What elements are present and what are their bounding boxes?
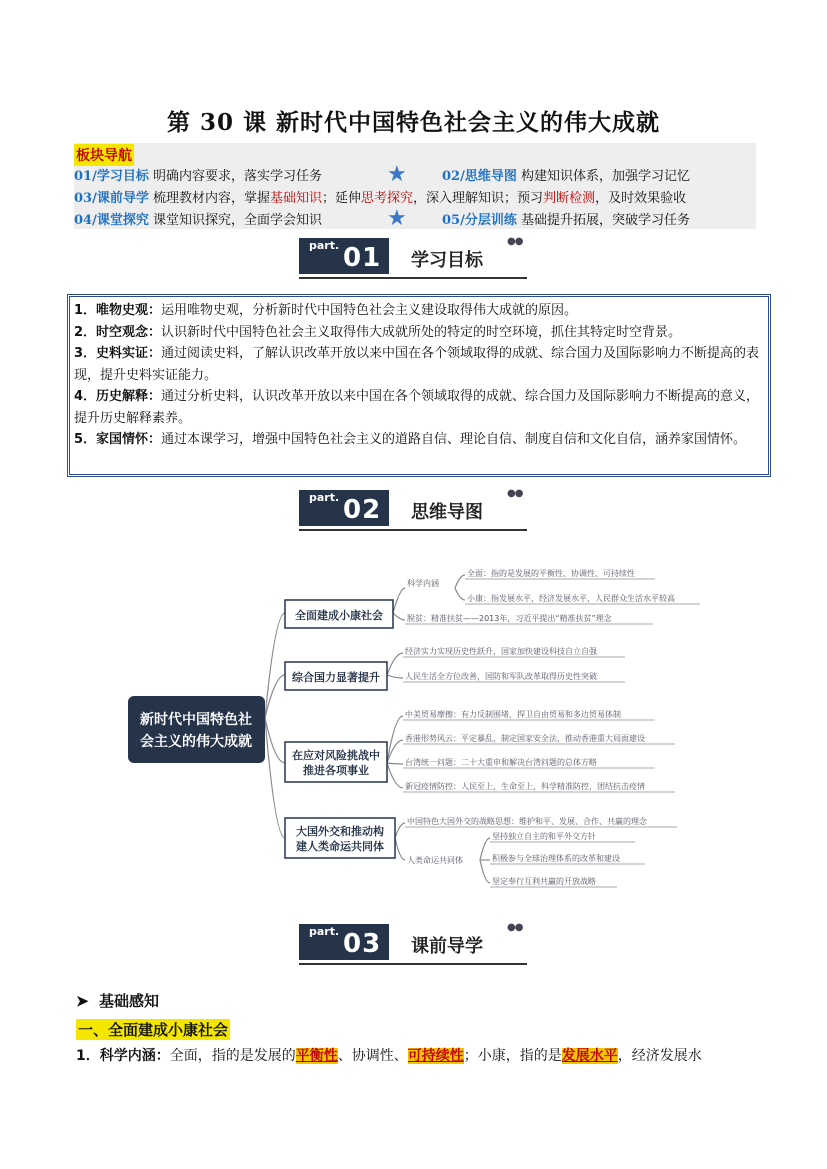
module-navigation [74, 143, 756, 229]
nav-item-05[interactable] [442, 209, 690, 228]
part-03-header [299, 922, 529, 968]
mind-branch-3-line2: 推进各项事业 [303, 764, 369, 777]
nav-text: 梳理教材内容，掌握 [152, 191, 270, 206]
nav-key: 02/思维导图 [442, 169, 517, 184]
nav-key: 01/学习目标 [74, 169, 149, 184]
nav-item-02[interactable] [442, 165, 690, 184]
section-heading [76, 990, 159, 1011]
goal-item [74, 386, 764, 429]
knowledge-item [76, 1045, 756, 1065]
mind-leaf: 全面：指的是发展的平衡性、协调性、可持续性 [467, 569, 635, 578]
nav-text: 基础提升拓展，突破学习任务 [520, 213, 690, 228]
goal-key: 2．时空观念： [74, 324, 162, 340]
goal-item [74, 300, 764, 322]
mind-leaf: 新冠疫情防控：人民至上，生命至上，科学精准防控，团结抗击疫情 [405, 782, 645, 791]
star-icon: ★ [387, 162, 407, 187]
mind-leaf: 人民生活全方位改善，国防和军队改革取得历史性突破 [405, 672, 597, 681]
nav-red-text: 思考探究 [361, 191, 414, 206]
nav-item-03[interactable] [74, 187, 686, 206]
nav-text: ，及时效果验收 [595, 191, 687, 206]
part-number: 03 [343, 929, 382, 959]
mind-leaf: 积极参与全球治理体系的改革和建设 [492, 854, 620, 863]
part-label: 课前导学 [411, 936, 483, 957]
nav-text: 课堂知识探究，全面学会知识 [152, 213, 322, 228]
part-02-header [299, 488, 529, 534]
highlight-term: 平衡性 [295, 1048, 338, 1064]
item-text: 、协调性、 [337, 1048, 408, 1064]
mind-leaf: 科学内涵 [407, 579, 439, 588]
item-text: 全面，指的是发展的 [169, 1048, 296, 1064]
divider [299, 277, 527, 279]
goal-key: 3．史料实证： [74, 346, 162, 361]
mind-branch-3-line1: 在应对风险挑战中 [292, 749, 380, 762]
mind-root-line2: 会主义的伟大成就 [140, 734, 252, 750]
nav-item-04[interactable] [74, 209, 322, 228]
dots-icon: ●● [507, 236, 523, 247]
highlight-term: 可持续性 [407, 1048, 464, 1064]
nav-key: 04/课堂探究 [74, 213, 149, 228]
mind-branch-4-line2: 建人类命运共同体 [296, 840, 384, 853]
mind-branch-2-label: 综合国力显著提升 [292, 671, 380, 684]
nav-key: 03/课前导学 [74, 191, 149, 206]
goal-text: 通过分析史料，认识改革开放以来中国在各个领域取得的成就、综合国力及国际影响力不断提高的意义，提升历史解释素养。 [74, 389, 760, 426]
mind-root-node [128, 696, 265, 763]
goal-text: 通过本课学习，增强中国特色社会主义的道路自信、理论自信、制度自信和文化自信，涵养家国情怀。 [161, 432, 747, 447]
mind-leaf: 台湾统一问题：二十大重申和解决台湾问题的总体方略 [405, 758, 597, 767]
mind-branch-1-label: 全面建成小康社会 [295, 609, 383, 622]
item-text: ，经济发展水 [617, 1048, 702, 1064]
mind-root-line1: 新时代中国特色社 [140, 712, 252, 728]
mind-leaf: 经济实力实现历史性跃升，国家加快建设科技自立自强 [405, 647, 597, 656]
nav-text: 构建知识体系，加强学习记忆 [520, 169, 690, 184]
part-tag [299, 490, 389, 526]
item-key: 1．科学内涵： [76, 1048, 170, 1064]
part-tag [299, 924, 389, 960]
item-text: ；小康，指的是 [463, 1048, 562, 1064]
nav-red-text: 判断检测 [543, 191, 596, 206]
nav-text: ，深入理解知识；预习 [413, 191, 544, 206]
nav-text: ；延伸 [322, 191, 362, 206]
goal-item [74, 343, 764, 386]
goal-text: 通过阅读史料，了解认识改革开放以来中国在各个领域取得的成就、综合国力及国际影响力不断提高的表现，提升史料实证能力。 [74, 346, 760, 383]
part-01-header [299, 236, 529, 282]
mind-leaf: 小康：指发展水平，经济发展水平，人民群众生活水平较高 [467, 594, 675, 603]
star-icon: ★ [387, 206, 407, 231]
arrow-icon: ➤ [76, 992, 89, 1010]
part-number: 01 [343, 243, 382, 273]
part-word: part. [309, 925, 340, 938]
mind-leaf: 中美贸易摩擦：有力反制围堵，捍卫自由贸易和多边贸易体制 [405, 710, 621, 719]
mind-leaf: 坚定奉行互利共赢的开放战略 [492, 877, 596, 886]
dots-icon: ●● [507, 922, 523, 933]
goal-text: 认识新时代中国特色社会主义取得伟大成就所处的特定的时空环境，抓住其特定时空背景。 [161, 324, 682, 340]
goal-item [74, 322, 764, 344]
goal-key: 4．历史解释： [74, 389, 162, 404]
mind-leaf: 脱贫：精准扶贫——2013年，习近平提出“精准扶贫”理念 [407, 614, 612, 623]
nav-text: 明确内容要求，落实学习任务 [152, 169, 322, 184]
mind-map [125, 548, 705, 908]
part-number: 02 [343, 495, 382, 525]
dots-icon: ●● [507, 488, 523, 499]
mind-leaf: 中国特色大国外交的战略思想：维护和平、发展、合作、共赢的理念 [407, 817, 647, 826]
subsection-heading: 一、全面建成小康社会 [78, 1021, 229, 1039]
nav-red-text: 基础知识 [270, 191, 323, 206]
goal-key: 1．唯物史观： [74, 303, 162, 318]
mind-branch-4-line1: 大国外交和推动构 [296, 825, 384, 838]
goal-text: 运用唯物史观，分析新时代中国特色社会主义建设取得伟大成就的原因。 [161, 303, 578, 318]
part-tag [299, 238, 389, 274]
mind-leaf: 人类命运共同体 [407, 856, 463, 865]
divider [299, 963, 527, 965]
nav-heading: 板块导航 [74, 144, 134, 166]
goal-item [74, 429, 764, 451]
mind-leaf: 坚持独立自主的和平外交方针 [492, 832, 596, 841]
nav-item-01[interactable] [74, 165, 322, 184]
mind-leaf: 香港形势风云：平定暴乱，制定国家安全法，推动香港重大局面建设 [405, 734, 645, 743]
part-word: part. [309, 491, 340, 504]
page-title: 第 30 课 新时代中国特色社会主义的伟大成就 [166, 109, 661, 136]
part-label: 思维导图 [411, 502, 483, 523]
part-word: part. [309, 239, 340, 252]
section-heading-text: 基础感知 [99, 992, 160, 1010]
divider [299, 529, 527, 531]
nav-key: 05/分层训练 [442, 213, 517, 228]
learning-goals-box [67, 294, 771, 477]
goal-key: 5．家国情怀： [74, 432, 162, 447]
part-label: 学习目标 [411, 250, 483, 271]
highlight-term: 发展水平 [561, 1048, 618, 1064]
